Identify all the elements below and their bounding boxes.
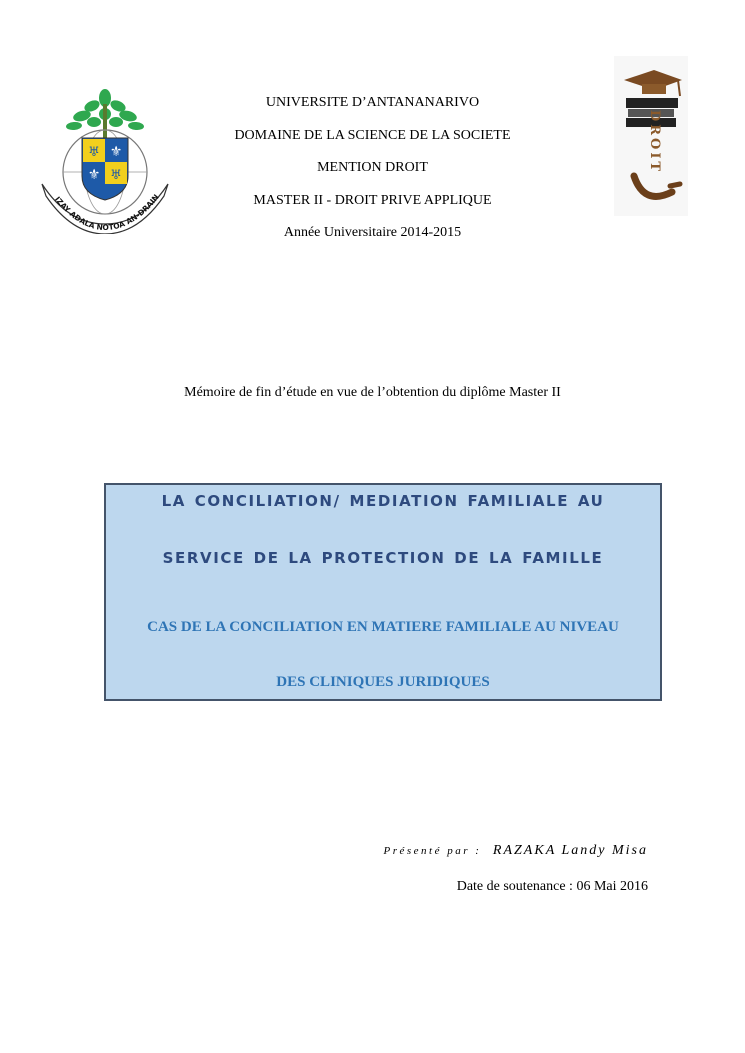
logo-letters: DROIT [647, 109, 662, 175]
master-program: MASTER II - DROIT PRIVE APPLIQUE [253, 192, 492, 208]
svg-text:♅: ♅ [88, 145, 100, 160]
svg-text:⚜: ⚜ [109, 144, 123, 160]
subtitle-line-1: CAS DE LA CONCILIATION EN MATIERE FAMILIALE AU NIVEAU [147, 619, 619, 635]
mention: MENTION DROIT [317, 160, 428, 175]
faculty-domain: DOMAINE DE LA SCIENCE DE LA SOCIETE [234, 127, 511, 143]
title-line-2: SERVICE DE LA PROTECTION DE LA FAMILLE [162, 549, 604, 567]
title-line-1: LA CONCILIATION/ MEDIATION FAMILIALE AU [161, 492, 605, 510]
law-department-logo [614, 56, 688, 216]
author-name: RAZAKA Landy Misa [492, 843, 648, 858]
svg-text:♅: ♅ [110, 168, 122, 183]
university-name: UNIVERSITE D’ANTANANARIVO [265, 95, 480, 110]
academic-year: Année Universitaire 2014-2015 [283, 225, 462, 240]
memoire-subtitle: Mémoire de fin d’étude en vue de l’obtention du diplôme Master II [184, 385, 561, 400]
seal-motto: IZAY ADALA NOTOA AN-DRAIN [52, 192, 161, 233]
presented-by [383, 843, 648, 859]
svg-text:⚜: ⚜ [87, 167, 101, 183]
thesis-title-box [104, 483, 662, 701]
defense-date: Date de soutenance : 06 Mai 2016 [456, 879, 648, 894]
presented-by-label: Présenté par : [383, 845, 482, 857]
subtitle-line-2: DES CLINIQUES JURIDIQUES [276, 674, 490, 690]
